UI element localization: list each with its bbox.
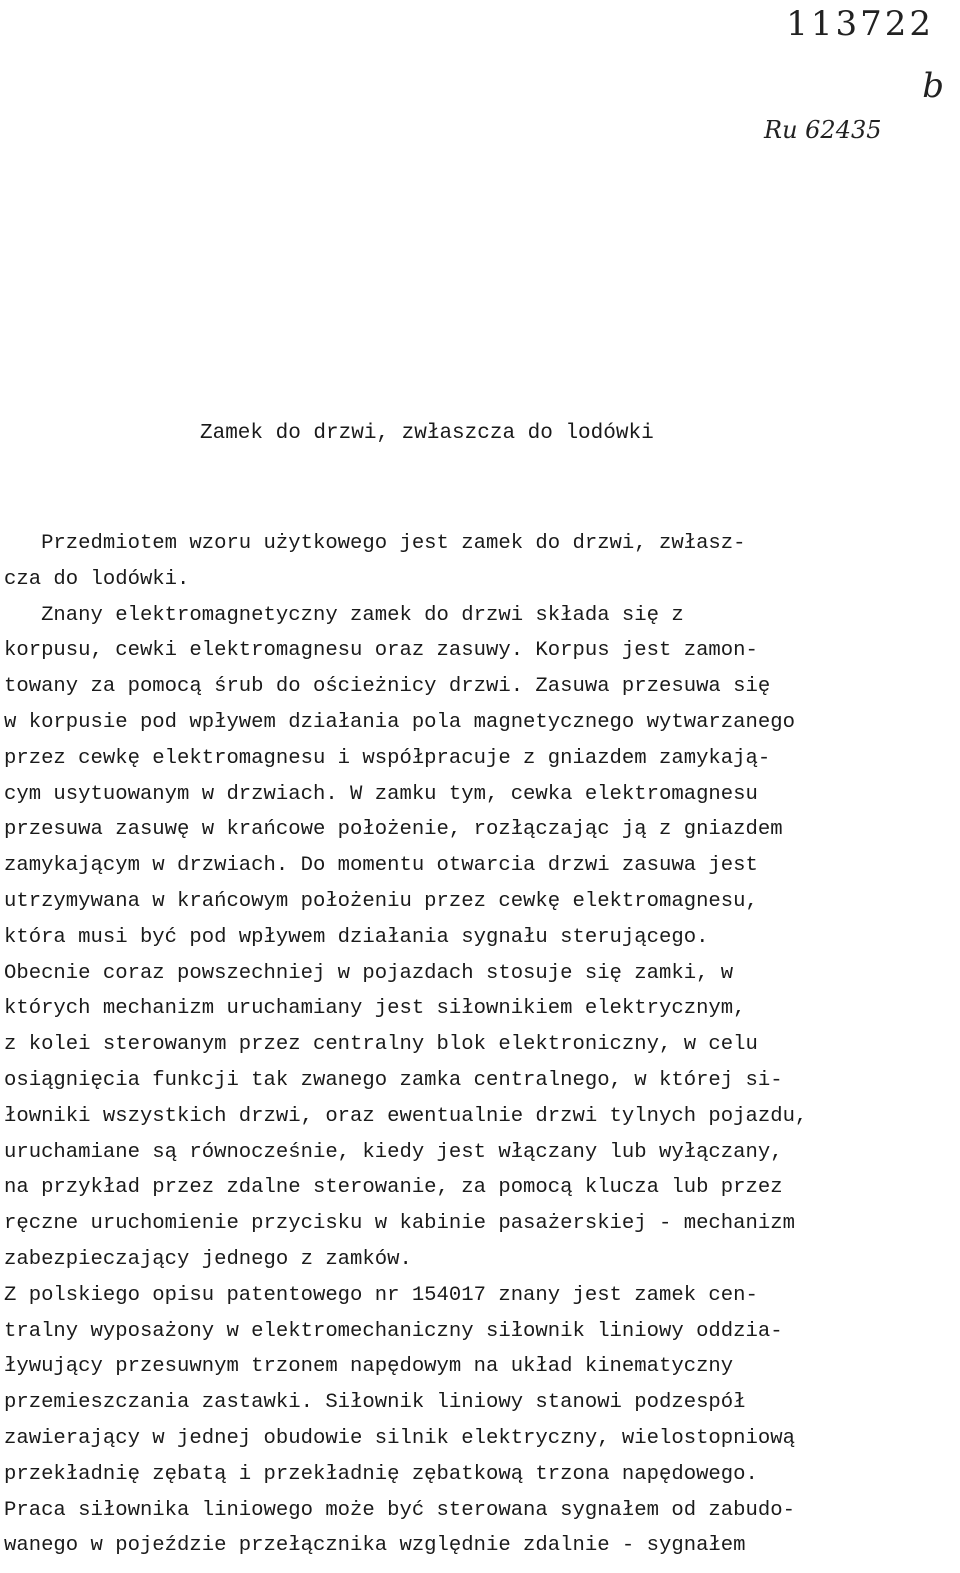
document-number: 113722 (786, 4, 934, 44)
text-line: Obecnie coraz powszechniej w pojazdach stosuje się zamki, w (4, 961, 734, 985)
text-line: których mechanizm uruchamiany jest siłownikiem elektrycznym, (4, 997, 746, 1021)
handwritten-corner-mark: b (922, 66, 944, 106)
document-title: Zamek do drzwi, zwłaszcza do lodówki (200, 422, 654, 445)
text-line: ływujący przesuwnym trzonem napędowym na układ kinematyczny (4, 1355, 734, 1379)
text-line: na przykład przez zdalne sterowanie, za pomocą klucza lub przez (4, 1176, 783, 1200)
text-line: korpusu, cewki elektromagnesu oraz zasuwy. Korpus jest zamon- (4, 639, 758, 663)
text-line: cza do lodówki. (4, 567, 190, 591)
handwritten-reference-number: Ru 62435 (764, 116, 882, 144)
text-line: towany za pomocą śrub do ościeżnicy drzwi. Zasuwa przesuwa się (4, 675, 771, 699)
text-line: Z polskiego opisu patentowego nr 154017 znany jest zamek cen- (4, 1283, 758, 1307)
text-line: ręczne uruchomienie przycisku w kabinie pasażerskiej - mechanizm (4, 1212, 795, 1236)
text-line: Znany elektromagnetyczny zamek do drzwi składa się z (4, 603, 684, 627)
text-line: utrzymywana w krańcowym położeniu przez cewkę elektromagnesu, (4, 889, 758, 913)
text-line: przemieszczania zastawki. Siłownik liniowy stanowi podzespół (4, 1391, 746, 1415)
text-line: przesuwa zasuwę w krańcowe położenie, rozłączając ją z gniazdem (4, 818, 783, 842)
text-line: tralny wyposażony w elektromechaniczny siłownik liniowy oddzia- (4, 1319, 783, 1343)
text-line: Przedmiotem wzoru użytkowego jest zamek do drzwi, zwłasz- (4, 532, 746, 555)
text-line: uruchamiane są równocześnie, kiedy jest włączany lub wyłączany, (4, 1140, 783, 1164)
body-text (4, 526, 956, 1564)
text-line: w korpusie pod wpływem działania pola magnetycznego wytwarzanego (4, 710, 795, 734)
text-line: która musi być pod wpływem działania sygnału sterującego. (4, 925, 709, 949)
text-line: przekładnię zębatą i przekładnię zębatkową trzona napędowego. (4, 1462, 758, 1486)
text-line: przez cewkę elektromagnesu i współpracuje z gniazdem zamykają- (4, 746, 771, 770)
text-line: zamykającym w drzwiach. Do momentu otwarcia drzwi zasuwa jest (4, 854, 758, 878)
text-line: Praca siłownika liniowego może być sterowana sygnałem od zabudo- (4, 1498, 795, 1522)
text-line: osiągnięcia funkcji tak zwanego zamka centralnego, w której si- (4, 1068, 783, 1092)
text-line: zabezpieczający jednego z zamków. (4, 1247, 412, 1271)
text-line: zawierający w jednej obudowie silnik elektryczny, wielostopniową (4, 1426, 795, 1450)
text-line: łowniki wszystkich drzwi, oraz ewentualnie drzwi tylnych pojazdu, (4, 1104, 808, 1128)
text-line: z kolei sterowanym przez centralny blok elektroniczny, w celu (4, 1033, 758, 1057)
text-line: wanego w pojeździe przełącznika względnie zdalnie - sygnałem (4, 1534, 746, 1558)
text-line: cym usytuowanym w drzwiach. W zamku tym, cewka elektromagnesu (4, 782, 758, 806)
